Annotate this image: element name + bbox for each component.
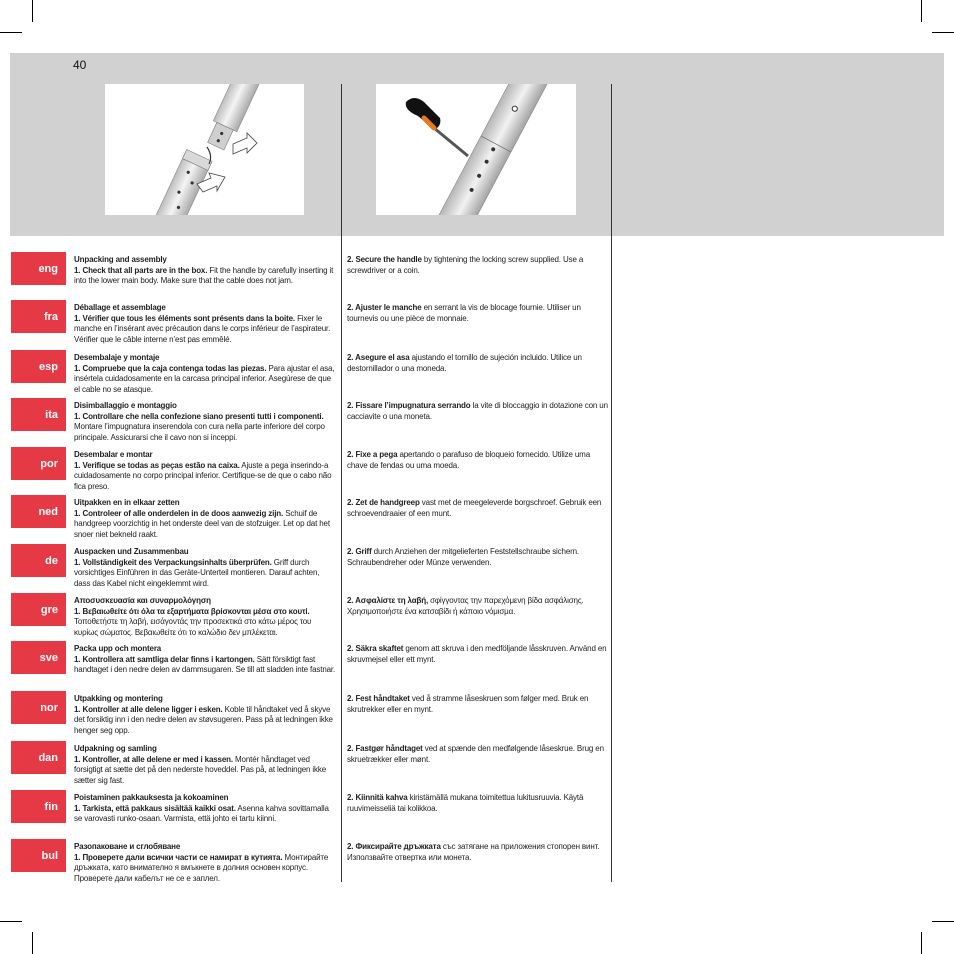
step-2-text-fra <box>347 303 609 324</box>
step-1-lead: 1. Verifique se todas as peças estão na caixa. <box>74 460 240 470</box>
language-tag-gre: gre <box>11 593 66 626</box>
arrow-down-icon <box>233 133 257 154</box>
step-2-body: by tightening the locking screw supplied. Use a screwdriver or a coin. <box>347 255 584 275</box>
step-2-text-por <box>347 450 609 471</box>
step-2-lead: 2. Фиксирайте дръжката <box>347 842 441 851</box>
step-1-text-fra <box>74 303 336 345</box>
step-2-lead: 2. Fissare l’impugnatura serrando <box>347 401 471 410</box>
section-title: Разопаковане и сглобяване <box>74 842 181 851</box>
crop-mark <box>932 921 954 922</box>
step-1-body: Asenna kahva sovittamalla se varovasti runko-osaan. Varmista, että johto ei tartu kiinni. <box>74 803 329 824</box>
step-2-body: la vite di bloccaggio in dotazione con un cacciavite o una moneta. <box>347 401 608 421</box>
language-tag-dan: dan <box>11 741 66 774</box>
step-1-lead: 1. Проверете дали всички части се намират в кутията. <box>74 852 283 862</box>
step-1-lead: 1. Βεβαιωθείτε ότι όλα τα εξαρτήματα βρίσκονται μέσα στο κουτί. <box>74 606 310 616</box>
step-2-lead: 2. Ασφαλίστε τη λαβή, <box>347 596 429 605</box>
step-2-lead: 2. Ajuster le manche <box>347 303 422 312</box>
language-tag-nor: nor <box>11 691 66 724</box>
step-1-lead: 1. Kontroller at alle delene ligger i esken. <box>74 704 223 714</box>
step-2-body: σφίγγοντας την παρεχόμενη βίδα ασφάλισης. Χρησιμοποιήστε ένα κατσαβίδι ή κάποιο νόμισμα. <box>347 596 584 616</box>
step-1-text-bul <box>74 842 336 884</box>
step-1-text-gre <box>74 596 336 638</box>
step-1-text-sve <box>74 644 336 676</box>
step-1-body: Fixer le manche en l’insérant avec précaution dans le corps inférieur de l’aspirateur. Vérifier que le câble interne n’est pas emmêlé. <box>74 313 331 344</box>
language-tag-ita: ita <box>11 398 66 431</box>
step-1-lead: 1. Check that all parts are in the box. <box>74 265 208 275</box>
step-2-text-eng <box>347 255 609 276</box>
language-tag-esp: esp <box>11 350 66 383</box>
language-tag-eng: eng <box>11 252 66 285</box>
step-1-body: Schuif de handgreep voorzichtig in het onderste deel van de stofzuiger. Let op dat het snoer niet bekneld raakt. <box>74 508 330 539</box>
step-2-text-gre <box>347 596 609 617</box>
step-1-text-por <box>74 450 336 492</box>
step-1-text-nor <box>74 694 336 736</box>
section-title: Déballage et assemblage <box>74 303 166 312</box>
step-2-body: със затягане на приложения стопорен винт. Използвайте отвертка или монета. <box>347 842 600 862</box>
step-2-body: ved å stramme låseskruen som følger med. Bruk en skrutrekker eller en mynt. <box>347 694 589 714</box>
page-number: 40 <box>73 58 87 72</box>
step-1-body: Montare l’impugnatura inserendola con cura nella parte inferiore del corpo principale. Assicurarsi che il cavo non si inceppi. <box>74 422 325 442</box>
step-2-text-fin <box>347 793 609 814</box>
section-title: Disimballaggio e montaggio <box>74 401 177 410</box>
step-1-text-eng <box>74 255 336 287</box>
step-1-body: Koble til håndtaket ved å skyve det forsiktig inn i den nedre delen av støvsugeren. Pass på at ledningen ikke henger seg opp. <box>74 704 333 735</box>
language-tag-de: de <box>11 544 66 577</box>
step-2-text-ita <box>347 401 609 422</box>
step-1-text-dan <box>74 744 336 786</box>
step-2-body: vast met de meegeleverde borgschroef. Gebruik een schroevendraaier of een munt. <box>347 498 602 518</box>
step-1-lead: 1. Kontrollera att samtliga delar finns i kartongen. <box>74 654 255 664</box>
column-divider <box>341 84 342 882</box>
language-tag-por: por <box>11 447 66 480</box>
step-1-lead: 1. Tarkista, että pakkaus sisältää kaikki osat. <box>74 803 236 813</box>
step-1-body: Para ajustar el asa, insértela cuidadosamente en la carcasa principal inferior. Asegúrese de que el cable no se atasque. <box>74 363 335 394</box>
handle-insertion-illustration <box>105 84 304 215</box>
crop-mark <box>0 32 22 33</box>
step-2-body: ved at spænde den medfølgende låseskrue. Brug en skruetrækker eller mønt. <box>347 744 604 764</box>
step-2-lead: 2. Zet de handgreep <box>347 498 420 507</box>
step-2-body: genom att skruva i den medföljande låsskruven. Använd en skruvmejsel eller ett mynt. <box>347 644 607 664</box>
section-title: Auspacken und Zusammenbau <box>74 547 189 556</box>
step-2-text-dan <box>347 744 609 765</box>
step-2-body: ajustando el tornillo de sujeción incluido. Utilice un destornillador o una moneda. <box>347 353 582 373</box>
step-2-lead: 2. Säkra skaftet <box>347 644 404 653</box>
section-title: Desembalaje y montaje <box>74 353 160 362</box>
section-title: Uitpakken en in elkaar zetten <box>74 498 180 507</box>
step-2-text-de <box>347 547 609 568</box>
step-1-lead: 1. Controleer of alle onderdelen in de doos aanwezig zijn. <box>74 508 284 518</box>
step-1-body: Ajuste a pega inserindo-a cuidadosamente no corpo principal inferior. Certifique-se de que o cabo não fica preso. <box>74 460 332 491</box>
section-title: Unpacking and assembly <box>74 255 167 264</box>
section-title: Desembalar e montar <box>74 450 153 459</box>
crop-mark <box>921 932 922 954</box>
crop-mark <box>32 932 33 954</box>
step-2-body: kiristämällä mukana toimitettua lukitusruuvia. Käytä ruuvimeisseliä tai kolikkoa. <box>347 793 584 813</box>
step-2-text-esp <box>347 353 609 374</box>
step-2-text-bul <box>347 842 609 863</box>
language-tag-ned: ned <box>11 495 66 528</box>
step-2-body: en serrant la vis de blocage fournie. Utiliser un tournevis ou une pièce de monnaie. <box>347 303 581 323</box>
step-2-text-nor <box>347 694 609 715</box>
column-divider <box>611 84 612 882</box>
step-1-body: Montér håndtaget ved forsigtigt at sætte det på den nederste hoveddel. Pas på, at ledningen ikke sætter sig fast. <box>74 754 327 785</box>
language-tag-sve: sve <box>11 641 66 674</box>
step-1-lead: 1. Vérifier que tous les éléments sont présents dans la boite. <box>74 313 295 323</box>
crop-mark <box>32 0 33 22</box>
step-2-lead: 2. Asegure el asa <box>347 353 410 362</box>
step-1-body: Монтирайте дръжката, като внимателно я вмъкнете в долния основен корпус. Проверете дали кабелът не се е заплел. <box>74 852 329 883</box>
section-title: Αποσυσκευασία και συναρμολόγηση <box>74 596 211 605</box>
crop-mark <box>921 0 922 22</box>
step-1-text-de <box>74 547 336 589</box>
crop-mark <box>0 921 22 922</box>
step-1-text-ita <box>74 401 336 443</box>
step-2-lead: 2. Fest håndtaket <box>347 694 410 703</box>
step-1-lead: 1. Kontroller, at alle delene er med i kassen. <box>74 754 233 764</box>
language-tag-fra: fra <box>11 300 66 333</box>
language-tag-fin: fin <box>11 790 66 823</box>
step-2-body: durch Anziehen der mitgelieferten Feststellschraube sichern. Schraubendreher oder Münze verwenden. <box>347 547 580 567</box>
step-1-lead: 1. Vollständigkeit des Verpackungsinhalts überprüfen. <box>74 557 272 567</box>
crop-mark <box>932 32 954 33</box>
step-1-text-fin <box>74 793 336 825</box>
section-title: Poistaminen pakkauksesta ja kokoaminen <box>74 793 229 802</box>
step-1-text-ned <box>74 498 336 540</box>
screwdriver-icon <box>406 98 468 156</box>
step-2-lead: 2. Griff <box>347 547 372 556</box>
section-title: Packa upp och montera <box>74 644 162 653</box>
step-1-text-esp <box>74 353 336 395</box>
step-1-body: Griff durch vorsichtiges Einführen in das Geräte-Unterteil montieren. Darauf achten, dass das Kabel nicht eingeklemmt wird. <box>74 557 320 588</box>
section-title: Utpakking og montering <box>74 694 163 703</box>
step-2-body: apertando o parafuso de bloqueio fornecido. Utilize uma chave de fendas ou uma moeda. <box>347 450 590 470</box>
step-1-body: Sätt försiktigt fast handtaget i den nedre delen av dammsugaren. Se till att sladden inte fastnar. <box>74 654 336 675</box>
step-2-lead: 2. Fastgør håndtaget <box>347 744 423 753</box>
screwdriver-illustration <box>376 84 576 215</box>
step-1-lead: 1. Controllare che nella confezione siano presenti tutti i componenti. <box>74 411 324 421</box>
section-title: Udpakning og samling <box>74 744 157 753</box>
step-2-lead: 2. Kiinnitä kahva <box>347 793 408 802</box>
step-1-lead: 1. Compruebe que la caja contenga todas las piezas. <box>74 363 267 373</box>
step-2-lead: 2. Secure the handle <box>347 255 422 264</box>
step-1-body: Τοποθετήστε τη λαβή, εισάγοντάς την προσεκτικά στο κάτω μέρος του κυρίως σώματος. Βεβαιωθείτε ότι το καλώδιο δεν μπλέκεται. <box>74 617 312 637</box>
step-1-body: Fit the handle by carefully inserting it into the lower main body. Make sure that the cable does not jam. <box>74 265 334 286</box>
step-2-lead: 2. Fixe a pega <box>347 450 398 459</box>
step-2-text-ned <box>347 498 609 519</box>
language-tag-bul: bul <box>11 839 66 872</box>
step-2-text-sve <box>347 644 609 665</box>
